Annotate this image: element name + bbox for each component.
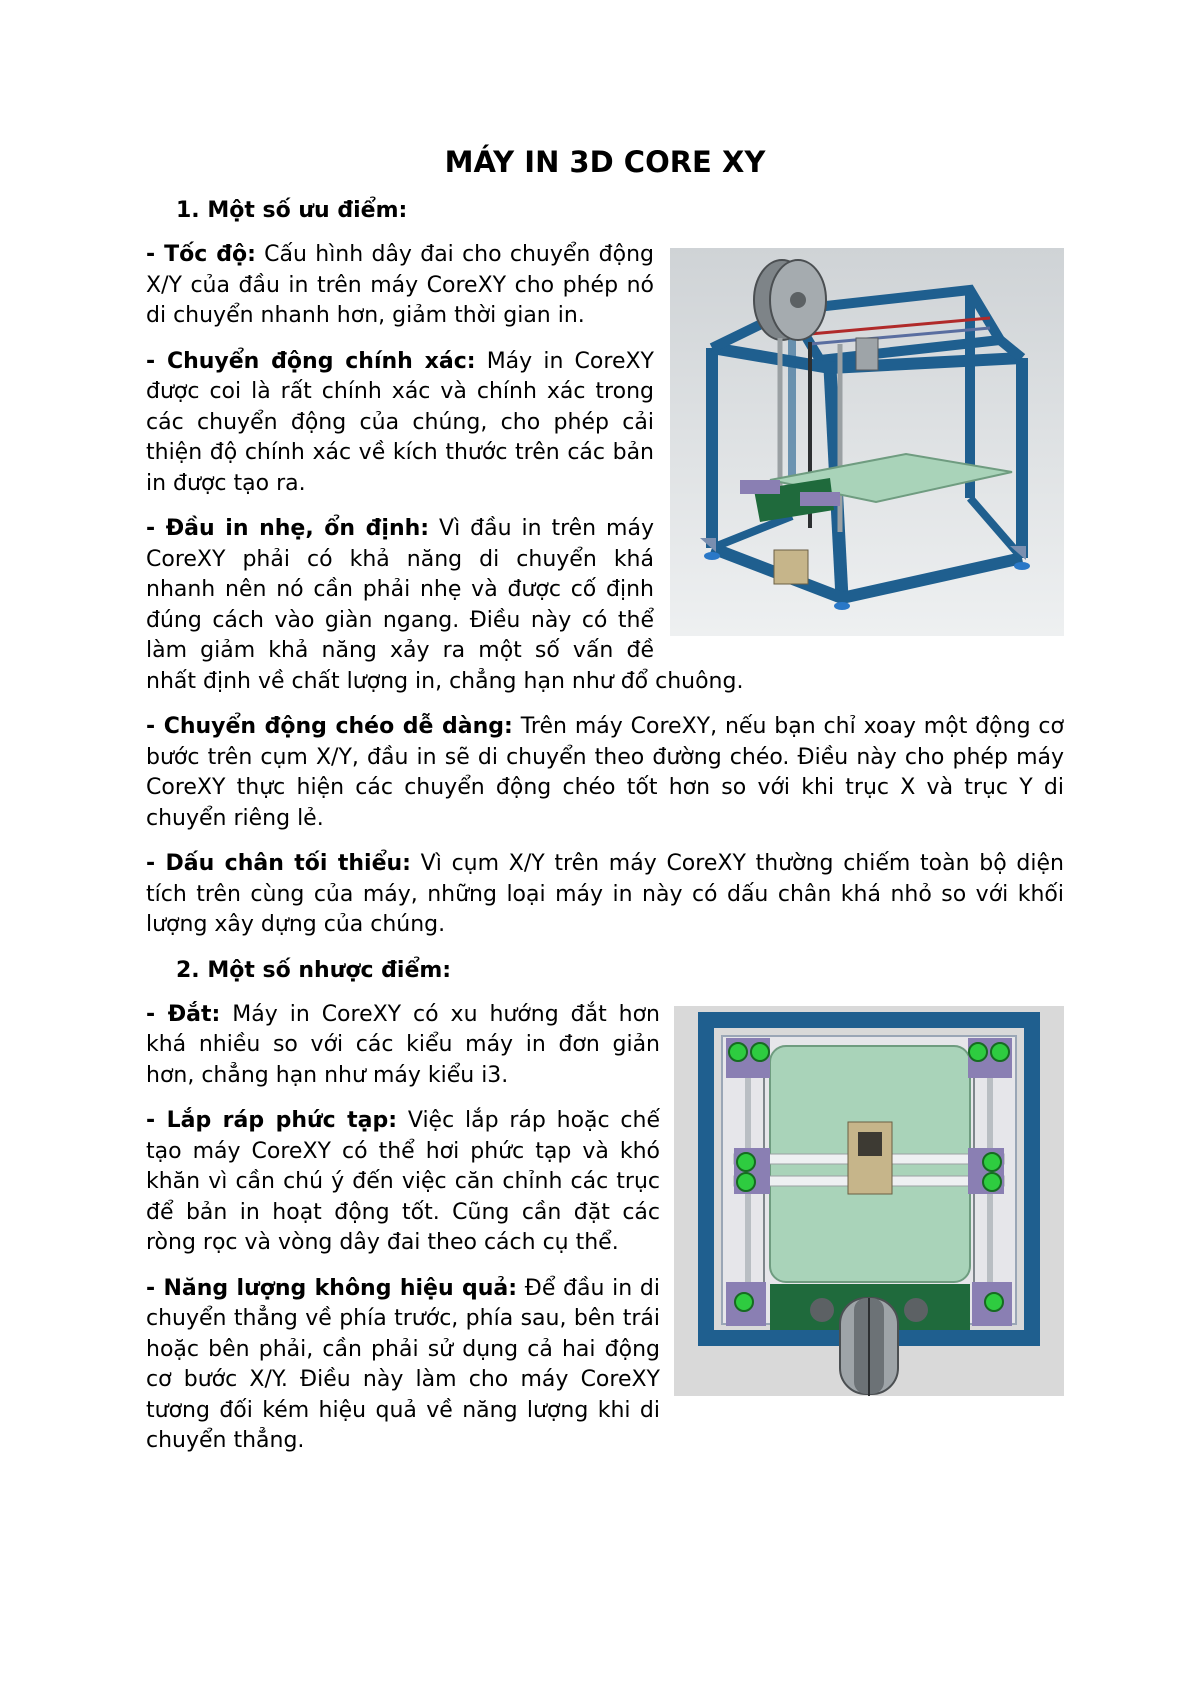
section-heading-disadvantages: 2. Một số nhược điểm:: [176, 957, 452, 983]
advantage-diagonal-motion: - Chuyển động chéo dễ dàng: Trên máy CoreXY, nếu bạn chỉ xoay một động cơ bước trên cụm X/Y, đầu in sẽ di chuyển theo đường chéo. Điều này cho phép máy CoreXY thực hiện các chuyển động chéo tốt hơn so với khi trục X và trục Y di chuyển riêng lẻ.: [146, 714, 1064, 831]
advantage-footprint: - Dấu chân tối thiểu: Vì cụm X/Y trên máy CoreXY thường chiếm toàn bộ diện tích trên cùng của máy, những loại máy in này có dấu chân khá nhỏ so với khối lượng xây dựng của chúng.: [146, 851, 1064, 937]
document-body: [146, 142, 1064, 1472]
advantage-speed: - Tốc độ: Cấu hình dây đai cho chuyển động X/Y của đầu in trên máy CoreXY cho phép nó di chuyển nhanh hơn, giảm thời gian in.: [146, 242, 654, 328]
corexy-3d-view-image: [670, 248, 1064, 636]
disadvantage-energy: - Năng lượng không hiệu quả: Để đầu in di chuyển thẳng về phía trước, phía sau, bên trái hoặc bên phải, cần phải sử dụng cả hai động cơ bước X/Y. Điều này làm cho máy CoreXY tương đối kém hiệu quả về năng lượng khi di chuyển thẳng.: [146, 1275, 661, 1453]
section-heading-advantages: 1. Một số ưu điểm:: [176, 198, 408, 223]
disadvantage-assembly: - Lắp ráp phức tạp: Việc lắp ráp hoặc chế tạo máy CoreXY có thể hơi phức tạp và khó khăn vì cần chú ý đến việc căn chỉnh các trục để bản in hoạt động tốt. Cũng cần đặt các ròng rọc và vòng dây đai theo cách cụ thể.: [146, 1108, 660, 1255]
page-title: MÁY IN 3D CORE XY: [444, 145, 766, 179]
disadvantage-cost: - Đắt: Máy in CoreXY có xu hướng đắt hơn khá nhiều so với các kiểu máy in đơn giản hơn, chẳng hạn như máy kiểu i3.: [146, 1001, 661, 1088]
advantage-light-head: - Đầu in nhẹ, ổn định: Vì đầu in trên máy CoreXY phải có khả năng di chuyển khá nhanh nên nó cần phải nhẹ và được cố định đúng cách vào giàn ngang. Điều này có thể làm giảm khả năng xảy ra một số vấn đề nhất định về chất lượng in, chẳng hạn như đổ chuông.: [146, 516, 744, 694]
corexy-top-view-image: [674, 1006, 1064, 1396]
advantage-precision: - Chuyển động chính xác: Máy in CoreXY được coi là rất chính xác và chính xác trong các chuyển động của chúng, cho phép cải thiện độ chính xác về kích thước trên các bản in được tạo ra.: [146, 348, 654, 496]
